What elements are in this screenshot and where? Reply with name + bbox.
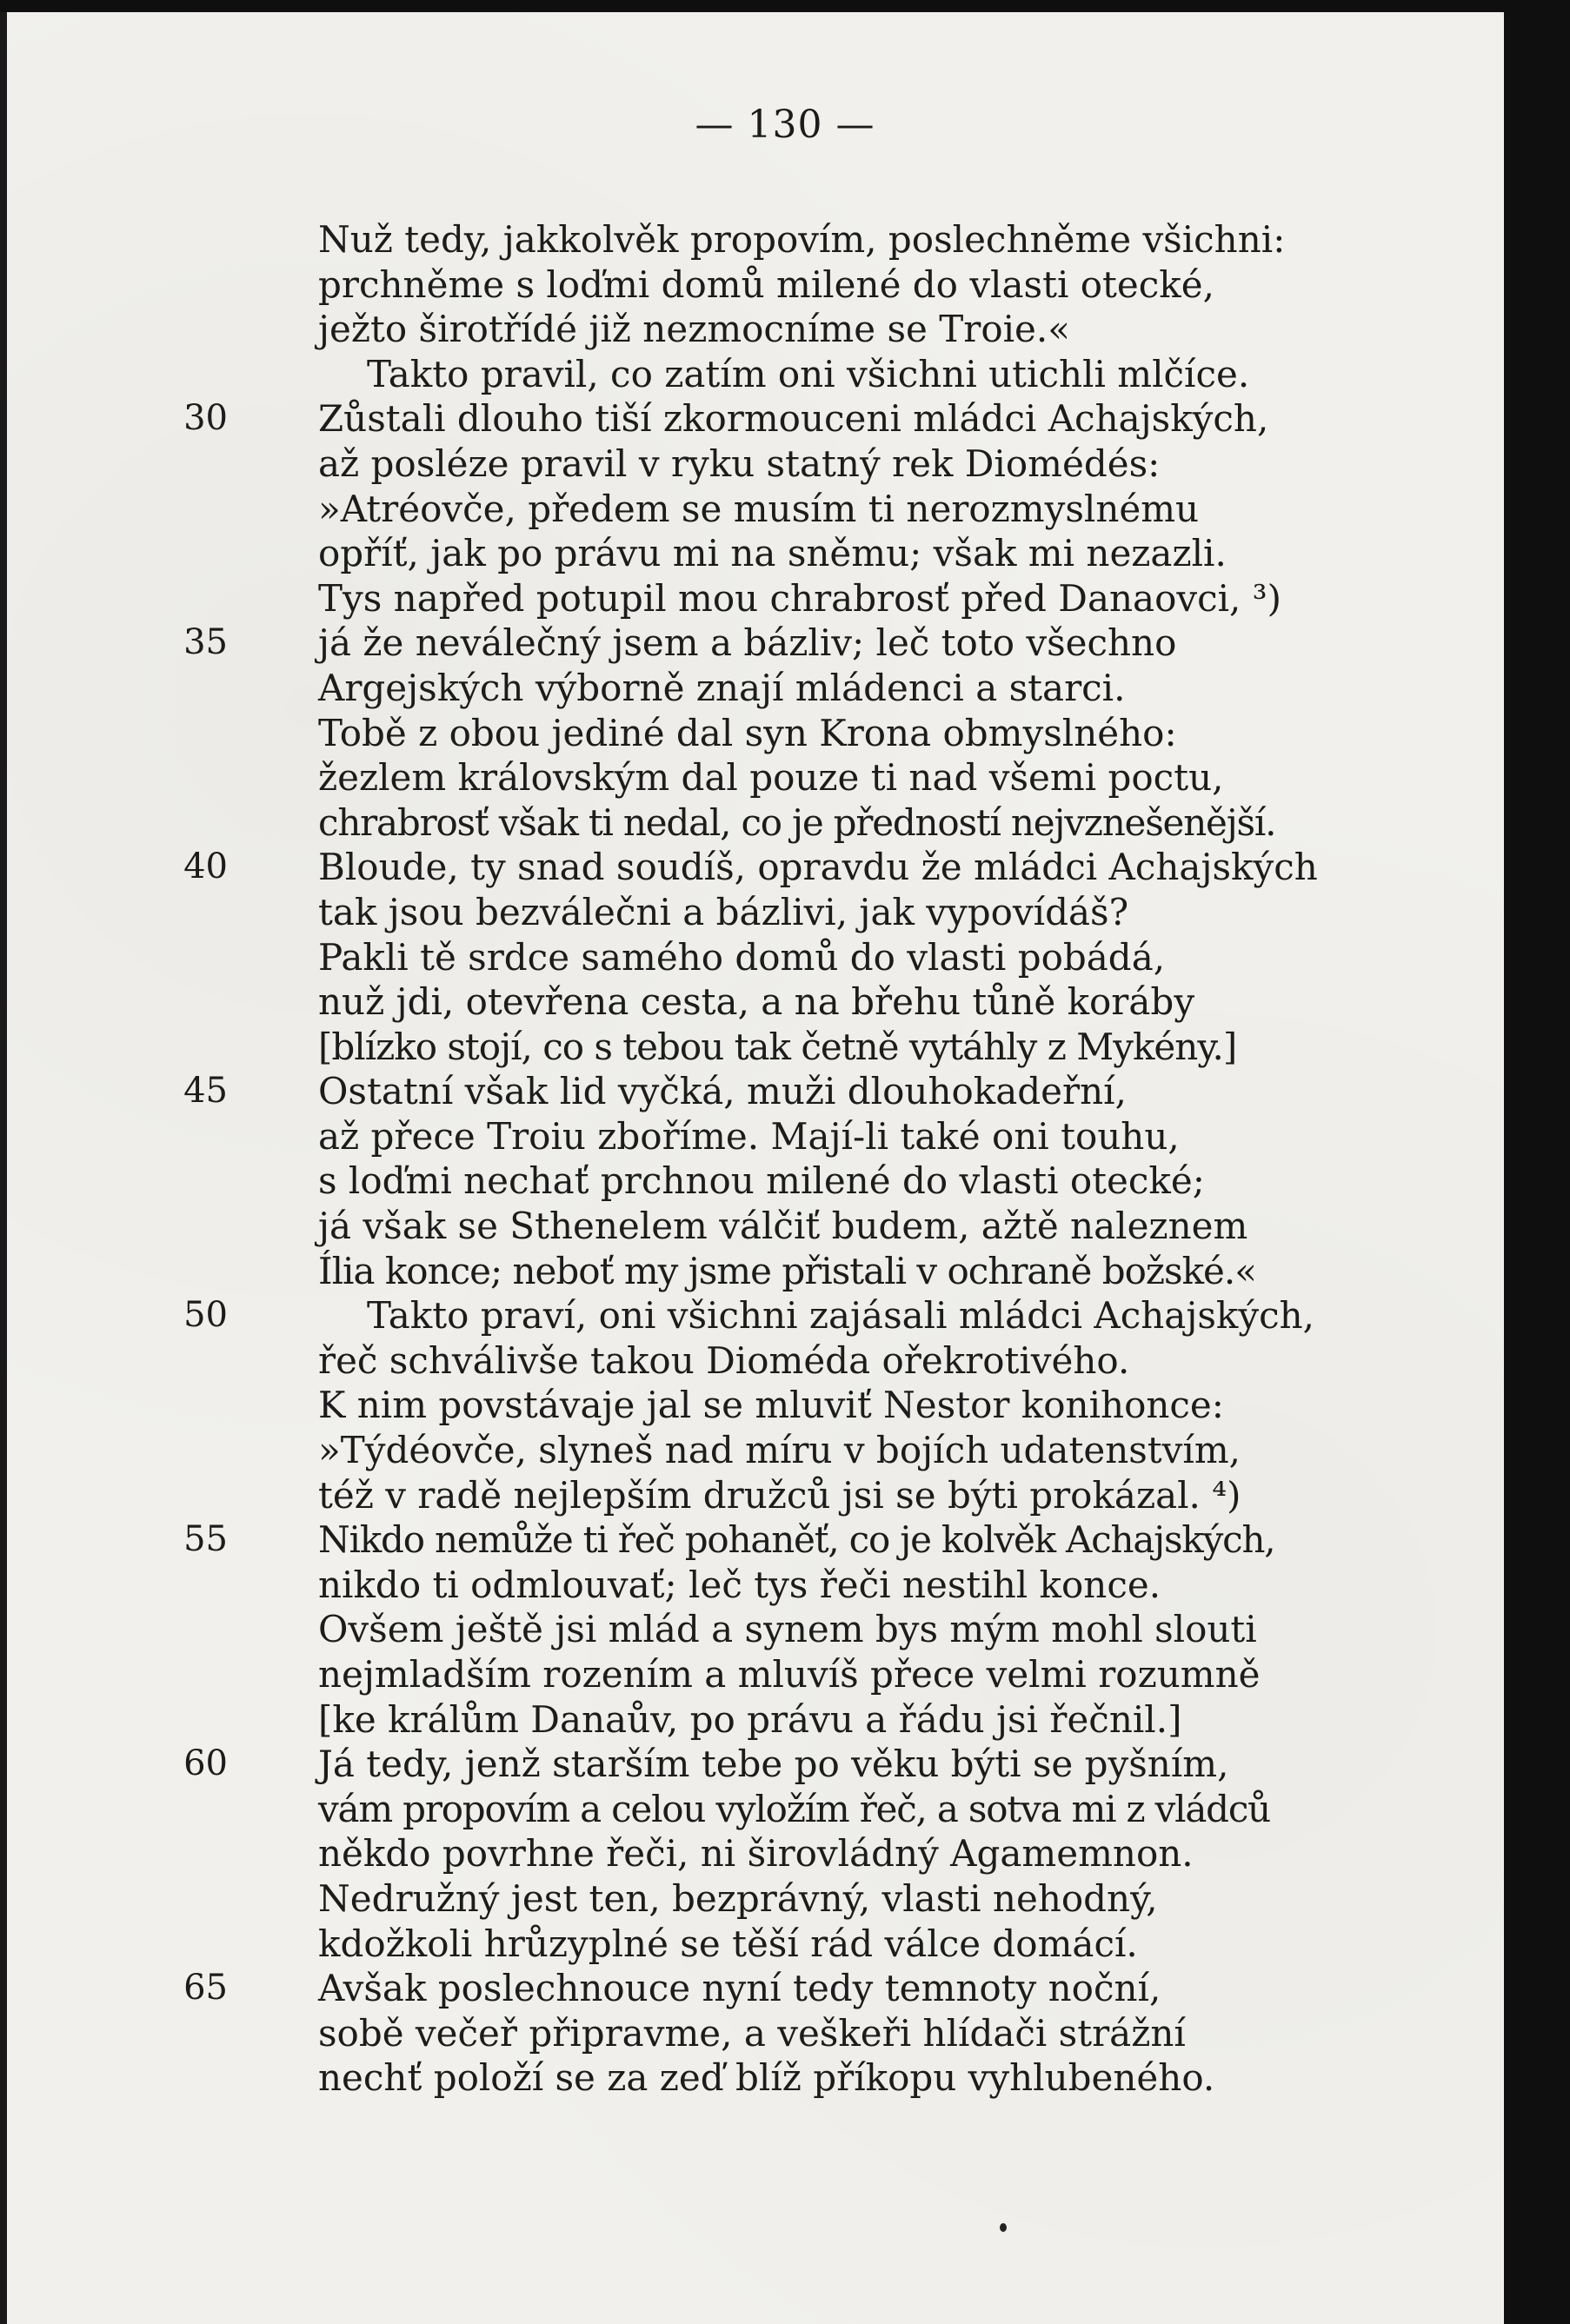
line-number: 40 [183,847,228,887]
line-number: 30 [183,398,228,439]
verse-text: Bloude, ty snad soudíš, opravdu že mládci Achajských [318,846,1318,889]
verse-text: nikdo ti odmlouvať; leč tys řeči nestihl konce. [318,1563,1161,1606]
verse-text: Ovšem ještě jsi mlád a synem bys mým mohl slouti [318,1608,1257,1651]
verse-line [243,1652,1408,1697]
line-number: 50 [183,1295,228,1336]
verse-line [243,755,1408,800]
verse-text: Nikdo nemůže ti řeč pohaněť, co je kolvěk Achajských, [318,1518,1275,1562]
verse-line [183,1742,1408,1787]
verse-line [243,307,1408,352]
verse-text: Nuž tedy, jakkolvěk propovím, poslechněme všichni: [318,218,1286,261]
verse-line [243,442,1408,487]
verse-line [243,1204,1408,1249]
verse-line [243,1025,1408,1070]
poem-text [183,217,1408,2101]
verse-text: chrabrosť však ti nedal, co je předností nejvznešenější. [318,800,1276,844]
verse-line [243,1428,1408,1473]
verse-text: žezlem královským dal pouze ti nad všemi poctu, [318,756,1224,800]
verse-line [243,576,1408,621]
verse-text: Takto pravil, co zatím oni všichni utichli mlčíce. [367,352,1250,395]
verse-text: »Týdéovče, slyneš nad míru v bojích udatenstvím, [318,1429,1241,1472]
verse-text: [ke králům Danaův, po právu a řádu jsi řečnil.] [318,1697,1182,1741]
verse-text: též v radě nejlepším družců jsi se býti prokázal. ⁴) [318,1473,1241,1517]
verse-line [243,352,1408,397]
verse-line [243,1922,1408,1967]
verse-text: až přece Troiu zboříme. Mají-li také oni touhu, [318,1114,1180,1158]
verse-text: Ília konce; neboť my jsme přistali v ochraně božské.« [318,1249,1256,1292]
page-number: — 130 — [695,103,875,147]
verse-text: Pakli tě srdce samého domů do vlasti pobádá, [318,935,1166,979]
verse-line [243,711,1408,756]
verse-line [243,1114,1408,1159]
verse-line [183,1966,1408,2011]
verse-text: nechť položí se za zeď blíž příkopu vyhlubeného. [318,2056,1215,2100]
line-number: 45 [183,1071,228,1112]
scan-border-top [0,0,1570,12]
verse-line [243,1383,1408,1428]
verse-text: [blízko stojí, co s tebou tak četně vytáhly z Mykény.] [318,1025,1237,1068]
verse-line [243,1607,1408,1652]
verse-line [243,487,1408,532]
verse-text: opříť, jak po právu mi na sněmu; však mi nezazli. [318,532,1227,575]
verse-text: Tys napřed potupil mou chrabrosť před Danaovci, ³) [318,576,1281,620]
verse-text: vám propovím a celou vyložím řeč, a sotva mi z vládců [318,1787,1271,1830]
verse-text: Ostatní však lid vyčká, muži dlouhokadeřní, [318,1070,1127,1113]
verse-line [243,979,1408,1025]
verse-line [183,396,1408,442]
verse-line [243,666,1408,711]
verse-text: kdožkoli hrůzyplné se těší rád válce domácí. [318,1922,1138,1965]
verse-line [243,2011,1408,2056]
verse-line [243,1787,1408,1832]
verse-text: Takto praví, oni všichni zajásali mládci Achajských, [367,1294,1315,1338]
verse-line [183,1517,1408,1563]
verse-line [243,935,1408,980]
verse-line [183,1069,1408,1114]
verse-text: sobě večeř připravme, a veškeři hlídači strážní [318,2011,1186,2055]
verse-line [243,262,1408,308]
verse-line [243,531,1408,576]
verse-text: někdo povrhne řeči, ni širovládný Agamemnon. [318,1832,1194,1876]
verse-line [243,1249,1408,1294]
line-number: 35 [183,622,228,663]
verse-line [243,1473,1408,1518]
line-number: 60 [183,1743,228,1784]
verse-line [243,1563,1408,1608]
scan-border-right [1504,0,1570,2324]
line-number: 55 [183,1519,228,1560]
verse-text: Tobě z obou jediné dal syn Krona obmyslného: [318,711,1177,754]
line-number: 65 [183,1968,228,2009]
verse-text: s loďmi nechať prchnou milené do vlasti otecké; [318,1159,1205,1203]
verse-line [243,217,1408,262]
verse-text: až posléze pravil v ryku statný rek Diomédés: [318,442,1161,485]
verse-line [243,1831,1408,1876]
verse-text: nuž jdi, otevřena cesta, a na břehu tůně koráby [318,980,1195,1024]
verse-line [183,845,1408,890]
verse-line [243,1338,1408,1384]
verse-line [243,1697,1408,1743]
verse-line [183,621,1408,666]
verse-text: Zůstali dlouho tiší zkormouceni mládci Achajských, [318,397,1269,441]
verse-text: Avšak poslechnouce nyní tedy temnoty noční, [318,1967,1161,2010]
verse-text: Nedružný jest ten, bezprávný, vlasti nehodný, [318,1876,1158,1920]
verse-text: řeč schválivše takou Dioméda ořekrotivého. [318,1338,1130,1382]
verse-line [243,890,1408,935]
ink-speck [1000,2223,1007,2232]
verse-text: nejmladším rozením a mluvíš přece velmi rozumně [318,1653,1261,1696]
verse-line [183,1293,1408,1338]
verse-text: já však se Sthenelem válčiť budem, ažtě naleznem [318,1205,1248,1248]
verse-line [243,1159,1408,1204]
verse-text: K nim povstávaje jal se mluviť Nestor konihonce: [318,1384,1224,1427]
verse-text: »Atréovče, předem se musím ti nerozmyslnému [318,487,1200,530]
verse-text: Já tedy, jenž starším tebe po věku býti se pyšním, [318,1743,1229,1786]
verse-text: ježto širotřídé již nezmocníme se Troie.« [318,308,1070,351]
verse-line [243,2055,1408,2101]
verse-text: Argejských výborně znají mládenci a starci. [318,666,1126,709]
verse-text: já že neválečný jsem a bázliv; leč toto všechno [318,621,1177,665]
verse-line [243,800,1408,846]
verse-text: tak jsou bezválečni a bázlivi, jak vypovídáš? [318,890,1129,933]
verse-line [243,1876,1408,1922]
verse-text: prchněme s loďmi domů milené do vlasti otecké, [318,262,1214,306]
